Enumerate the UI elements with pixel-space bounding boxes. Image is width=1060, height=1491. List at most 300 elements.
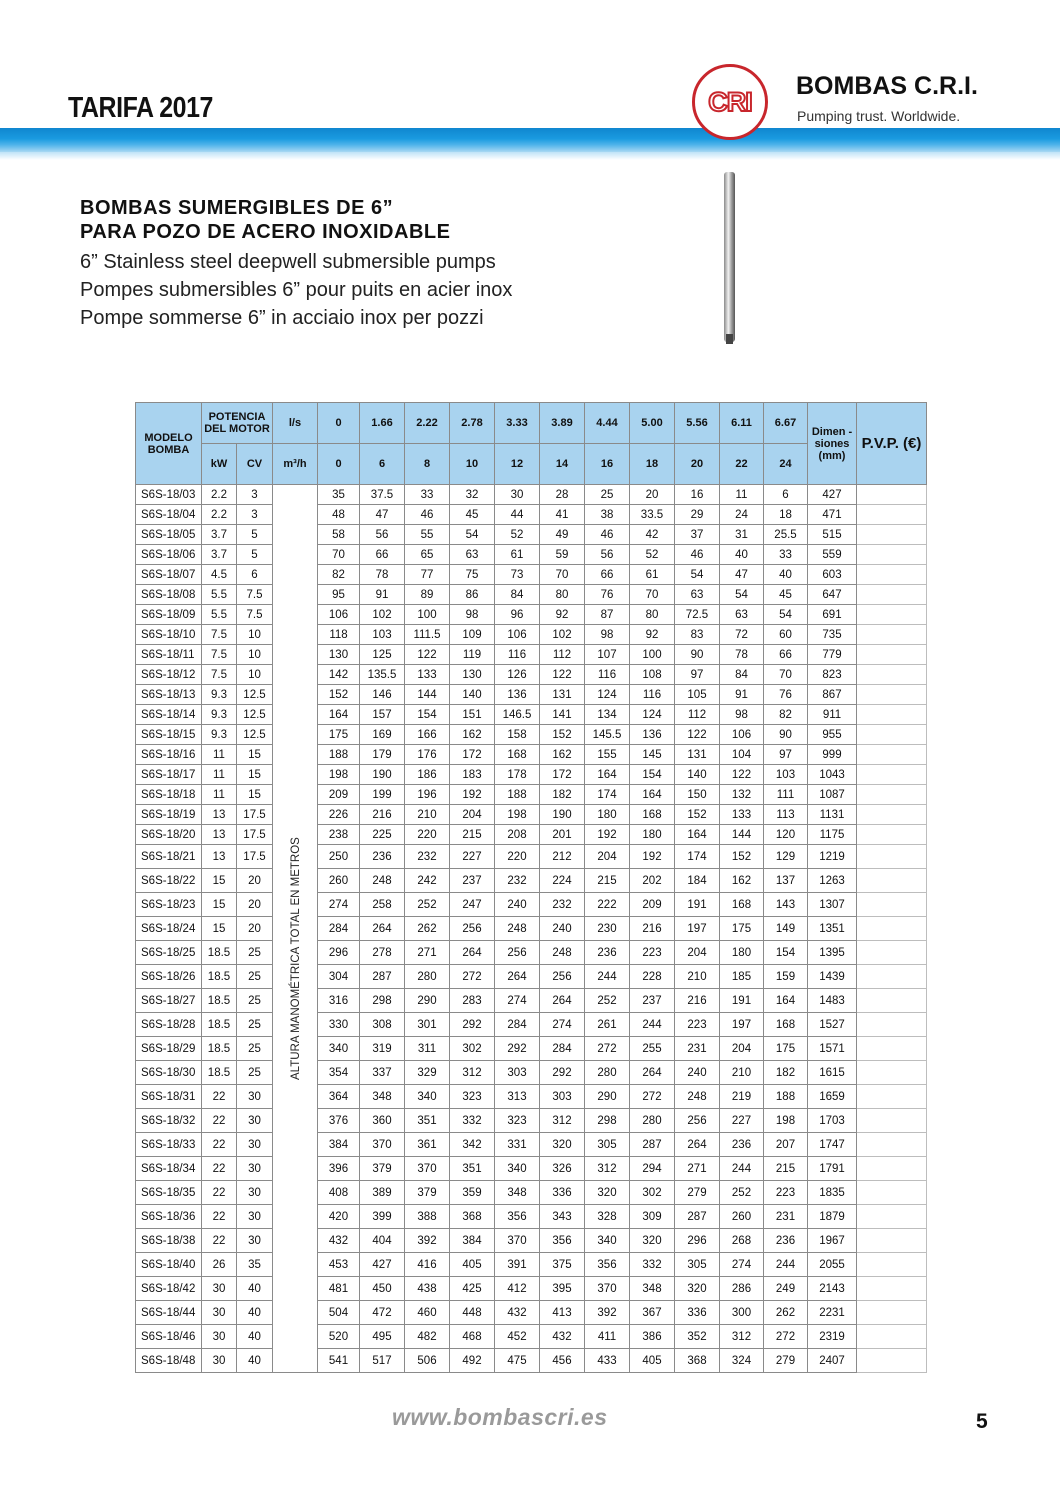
cell-head: 174 bbox=[675, 845, 720, 869]
cell-head: 304 bbox=[318, 965, 360, 989]
cell-price[interactable] bbox=[857, 485, 927, 505]
flow-ls-8: 5.56 bbox=[675, 403, 720, 444]
cell-head: 188 bbox=[764, 1085, 808, 1109]
cell-model: S6S-18/13 bbox=[136, 685, 202, 705]
cell-kw: 18.5 bbox=[202, 1013, 237, 1037]
cell-model: S6S-18/04 bbox=[136, 505, 202, 525]
cell-dimension: 1703 bbox=[808, 1109, 857, 1133]
cell-price[interactable] bbox=[857, 1205, 927, 1229]
cell-head: 106 bbox=[720, 725, 764, 745]
cell-cv: 10 bbox=[237, 665, 273, 685]
cell-price[interactable] bbox=[857, 893, 927, 917]
cell-head: 158 bbox=[495, 725, 540, 745]
cell-head: 342 bbox=[450, 1133, 495, 1157]
cell-price[interactable] bbox=[857, 1109, 927, 1133]
cell-cv: 25 bbox=[237, 989, 273, 1013]
cell-dimension: 2231 bbox=[808, 1301, 857, 1325]
cell-price[interactable] bbox=[857, 705, 927, 725]
cell-head: 54 bbox=[720, 585, 764, 605]
cell-model: S6S-18/36 bbox=[136, 1205, 202, 1229]
cell-kw: 30 bbox=[202, 1301, 237, 1325]
cell-head: 180 bbox=[585, 805, 630, 825]
cell-head: 323 bbox=[495, 1109, 540, 1133]
cell-kw: 30 bbox=[202, 1277, 237, 1301]
cell-dimension: 1395 bbox=[808, 941, 857, 965]
cell-price[interactable] bbox=[857, 1277, 927, 1301]
cell-head: 184 bbox=[675, 869, 720, 893]
cell-head: 25.5 bbox=[764, 525, 808, 545]
cell-head: 162 bbox=[450, 725, 495, 745]
cell-head: 220 bbox=[405, 825, 450, 845]
cell-head: 95 bbox=[318, 585, 360, 605]
cell-head: 42 bbox=[630, 525, 675, 545]
cell-head: 332 bbox=[630, 1253, 675, 1277]
cell-head: 379 bbox=[360, 1157, 405, 1181]
website-url[interactable]: www.bombascri.es bbox=[392, 1404, 608, 1430]
cell-head: 368 bbox=[675, 1349, 720, 1373]
cell-price[interactable] bbox=[857, 989, 927, 1013]
cell-head: 292 bbox=[540, 1061, 585, 1085]
flow-ls-1: 1.66 bbox=[360, 403, 405, 444]
flow-m3h-1: 6 bbox=[360, 444, 405, 485]
cell-head: 405 bbox=[630, 1349, 675, 1373]
cell-head: 302 bbox=[630, 1181, 675, 1205]
cell-head: 343 bbox=[540, 1205, 585, 1229]
cell-head: 175 bbox=[720, 917, 764, 941]
cell-model: S6S-18/22 bbox=[136, 869, 202, 893]
cell-kw: 2.2 bbox=[202, 485, 237, 505]
cell-head: 204 bbox=[720, 1037, 764, 1061]
cell-head: 157 bbox=[360, 705, 405, 725]
cell-head: 96 bbox=[495, 605, 540, 625]
cell-head: 63 bbox=[720, 605, 764, 625]
cell-head: 87 bbox=[585, 605, 630, 625]
cell-head: 223 bbox=[764, 1181, 808, 1205]
cell-model: S6S-18/25 bbox=[136, 941, 202, 965]
cell-price[interactable] bbox=[857, 917, 927, 941]
cell-head: 113 bbox=[764, 805, 808, 825]
cell-kw: 22 bbox=[202, 1181, 237, 1205]
cell-head: 164 bbox=[764, 989, 808, 1013]
cell-head: 223 bbox=[675, 1013, 720, 1037]
tarifa-title: TARIFA 2017 bbox=[68, 92, 213, 124]
cell-cv: 15 bbox=[237, 765, 273, 785]
cell-head: 261 bbox=[585, 1013, 630, 1037]
cell-head: 52 bbox=[630, 545, 675, 565]
cell-head: 412 bbox=[495, 1277, 540, 1301]
cell-price[interactable] bbox=[857, 1061, 927, 1085]
cell-head: 46 bbox=[675, 545, 720, 565]
cell-dimension: 735 bbox=[808, 625, 857, 645]
flow-m3h-9: 22 bbox=[720, 444, 764, 485]
cell-dimension: 2407 bbox=[808, 1349, 857, 1373]
cell-head: 413 bbox=[540, 1301, 585, 1325]
cell-head: 224 bbox=[540, 869, 585, 893]
flow-ls-9: 6.11 bbox=[720, 403, 764, 444]
cell-price[interactable] bbox=[857, 565, 927, 585]
cell-head: 169 bbox=[360, 725, 405, 745]
cell-cv: 10 bbox=[237, 645, 273, 665]
cell-dimension: 1307 bbox=[808, 893, 857, 917]
cell-price[interactable] bbox=[857, 525, 927, 545]
table-row bbox=[136, 1205, 927, 1229]
cell-price[interactable] bbox=[857, 725, 927, 745]
table-row bbox=[136, 1229, 927, 1253]
cell-price[interactable] bbox=[857, 1085, 927, 1109]
table-row bbox=[136, 1253, 927, 1277]
cell-price[interactable] bbox=[857, 825, 927, 845]
col-header-dimensiones: Dimen -siones (mm) bbox=[808, 403, 857, 485]
cell-head: 105 bbox=[675, 685, 720, 705]
cell-head: 252 bbox=[405, 893, 450, 917]
cell-head: 340 bbox=[495, 1157, 540, 1181]
cell-head: 237 bbox=[630, 989, 675, 1013]
cell-head: 279 bbox=[764, 1349, 808, 1373]
table-row bbox=[136, 825, 927, 845]
cell-dimension: 1835 bbox=[808, 1181, 857, 1205]
table-row bbox=[136, 1349, 927, 1373]
heading-line1: BOMBAS SUMERGIBLES DE 6” bbox=[80, 197, 394, 219]
cell-head: 210 bbox=[720, 1061, 764, 1085]
cell-price[interactable] bbox=[857, 941, 927, 965]
cell-head: 140 bbox=[450, 685, 495, 705]
cell-head: 146 bbox=[360, 685, 405, 705]
cell-head: 238 bbox=[318, 825, 360, 845]
cell-kw: 15 bbox=[202, 869, 237, 893]
cell-head: 204 bbox=[675, 941, 720, 965]
cell-dimension: 911 bbox=[808, 705, 857, 725]
cell-head: 541 bbox=[318, 1349, 360, 1373]
subtitle-translations bbox=[80, 248, 512, 332]
cell-price[interactable] bbox=[857, 545, 927, 565]
cell-head: 154 bbox=[630, 765, 675, 785]
cell-kw: 22 bbox=[202, 1085, 237, 1109]
flow-m3h-2: 8 bbox=[405, 444, 450, 485]
cell-head: 472 bbox=[360, 1301, 405, 1325]
cell-head: 47 bbox=[360, 505, 405, 525]
cell-head: 351 bbox=[450, 1157, 495, 1181]
cell-head: 290 bbox=[405, 989, 450, 1013]
cell-head: 354 bbox=[318, 1061, 360, 1085]
cell-head: 232 bbox=[495, 869, 540, 893]
cell-head: 329 bbox=[405, 1061, 450, 1085]
cell-head: 432 bbox=[495, 1301, 540, 1325]
cell-head: 367 bbox=[630, 1301, 675, 1325]
cell-model: S6S-18/29 bbox=[136, 1037, 202, 1061]
cell-head: 359 bbox=[450, 1181, 495, 1205]
cell-cv: 7.5 bbox=[237, 585, 273, 605]
table-row bbox=[136, 965, 927, 989]
cell-head: 76 bbox=[585, 585, 630, 605]
cell-cv: 25 bbox=[237, 965, 273, 989]
cell-price[interactable] bbox=[857, 785, 927, 805]
cell-head: 336 bbox=[540, 1181, 585, 1205]
flow-ls-0: 0 bbox=[318, 403, 360, 444]
cell-cv: 30 bbox=[237, 1109, 273, 1133]
cell-price[interactable] bbox=[857, 1181, 927, 1205]
cell-price[interactable] bbox=[857, 1301, 927, 1325]
cell-head: 453 bbox=[318, 1253, 360, 1277]
cell-head: 125 bbox=[360, 645, 405, 665]
cell-head: 328 bbox=[585, 1205, 630, 1229]
cell-price[interactable] bbox=[857, 1157, 927, 1181]
page-number: 5 bbox=[976, 1410, 988, 1433]
cell-price[interactable] bbox=[857, 745, 927, 765]
cell-kw: 13 bbox=[202, 845, 237, 869]
table-row bbox=[136, 785, 927, 805]
cell-price[interactable] bbox=[857, 1013, 927, 1037]
cell-cv: 12.5 bbox=[237, 725, 273, 745]
cell-head: 323 bbox=[450, 1085, 495, 1109]
cell-head: 179 bbox=[360, 745, 405, 765]
cell-head: 272 bbox=[585, 1037, 630, 1061]
cell-head: 475 bbox=[495, 1349, 540, 1373]
cell-head: 98 bbox=[720, 705, 764, 725]
cell-model: S6S-18/24 bbox=[136, 917, 202, 941]
cell-price[interactable] bbox=[857, 869, 927, 893]
cell-model: S6S-18/28 bbox=[136, 1013, 202, 1037]
cell-head: 258 bbox=[360, 893, 405, 917]
cell-head: 280 bbox=[585, 1061, 630, 1085]
cell-head: 520 bbox=[318, 1325, 360, 1349]
cell-head: 80 bbox=[630, 605, 675, 625]
cell-head: 264 bbox=[540, 989, 585, 1013]
cell-head: 66 bbox=[585, 565, 630, 585]
cell-head: 90 bbox=[675, 645, 720, 665]
cell-head: 164 bbox=[318, 705, 360, 725]
cell-model: S6S-18/34 bbox=[136, 1157, 202, 1181]
cell-head: 143 bbox=[764, 893, 808, 917]
cell-head: 256 bbox=[540, 965, 585, 989]
table-row bbox=[136, 765, 927, 785]
cell-price[interactable] bbox=[857, 1349, 927, 1373]
cell-cv: 40 bbox=[237, 1301, 273, 1325]
cell-head: 124 bbox=[585, 685, 630, 705]
cell-kw: 9.3 bbox=[202, 685, 237, 705]
cell-head: 35 bbox=[318, 485, 360, 505]
cell-head: 388 bbox=[405, 1205, 450, 1229]
cell-head: 20 bbox=[630, 485, 675, 505]
table-row bbox=[136, 645, 927, 665]
table-row bbox=[136, 525, 927, 545]
cell-head: 196 bbox=[405, 785, 450, 805]
cell-kw: 15 bbox=[202, 893, 237, 917]
cell-price[interactable] bbox=[857, 645, 927, 665]
cell-head: 130 bbox=[450, 665, 495, 685]
cell-head: 28 bbox=[540, 485, 585, 505]
table-row bbox=[136, 845, 927, 869]
cell-head: 45 bbox=[450, 505, 495, 525]
cell-head: 379 bbox=[405, 1181, 450, 1205]
cell-model: S6S-18/40 bbox=[136, 1253, 202, 1277]
cell-head: 172 bbox=[450, 745, 495, 765]
cell-head: 190 bbox=[540, 805, 585, 825]
cell-head: 100 bbox=[405, 605, 450, 625]
cell-dimension: 1483 bbox=[808, 989, 857, 1013]
table-row bbox=[136, 1157, 927, 1181]
cell-head: 311 bbox=[405, 1037, 450, 1061]
cell-head: 37 bbox=[675, 525, 720, 545]
cell-head: 40 bbox=[764, 565, 808, 585]
cell-price[interactable] bbox=[857, 685, 927, 705]
cell-model: S6S-18/07 bbox=[136, 565, 202, 585]
cell-price[interactable] bbox=[857, 805, 927, 825]
cell-price[interactable] bbox=[857, 1253, 927, 1277]
cell-head: 152 bbox=[675, 805, 720, 825]
cell-head: 106 bbox=[318, 605, 360, 625]
cell-kw: 18.5 bbox=[202, 965, 237, 989]
table-row bbox=[136, 1301, 927, 1325]
cell-price[interactable] bbox=[857, 605, 927, 625]
table-row bbox=[136, 989, 927, 1013]
cell-head: 188 bbox=[318, 745, 360, 765]
cell-dimension: 867 bbox=[808, 685, 857, 705]
cell-head: 433 bbox=[585, 1349, 630, 1373]
cell-dimension: 1131 bbox=[808, 805, 857, 825]
cell-head: 222 bbox=[585, 893, 630, 917]
table-row bbox=[136, 917, 927, 941]
cell-kw: 22 bbox=[202, 1229, 237, 1253]
cell-head: 38 bbox=[585, 505, 630, 525]
cell-head: 227 bbox=[450, 845, 495, 869]
flow-m3h-7: 18 bbox=[630, 444, 675, 485]
flow-ls-4: 3.33 bbox=[495, 403, 540, 444]
cell-head: 98 bbox=[585, 625, 630, 645]
cell-head: 70 bbox=[764, 665, 808, 685]
cell-head: 61 bbox=[495, 545, 540, 565]
brand-tagline: Pumping trust. Worldwide. bbox=[797, 108, 961, 124]
cell-kw: 9.3 bbox=[202, 725, 237, 745]
cell-head: 144 bbox=[720, 825, 764, 845]
cell-head: 427 bbox=[360, 1253, 405, 1277]
cell-price[interactable] bbox=[857, 665, 927, 685]
table-row bbox=[136, 1181, 927, 1205]
cell-price[interactable] bbox=[857, 585, 927, 605]
cell-price[interactable] bbox=[857, 845, 927, 869]
cell-head: 112 bbox=[540, 645, 585, 665]
cell-price[interactable] bbox=[857, 1037, 927, 1061]
cell-head: 98 bbox=[450, 605, 495, 625]
cell-model: S6S-18/11 bbox=[136, 645, 202, 665]
cell-head: 364 bbox=[318, 1085, 360, 1109]
cell-model: S6S-18/33 bbox=[136, 1133, 202, 1157]
cell-kw: 18.5 bbox=[202, 989, 237, 1013]
cell-cv: 30 bbox=[237, 1085, 273, 1109]
flow-m3h-8: 20 bbox=[675, 444, 720, 485]
cell-price[interactable] bbox=[857, 625, 927, 645]
cell-kw: 4.5 bbox=[202, 565, 237, 585]
cell-price[interactable] bbox=[857, 505, 927, 525]
cell-head: 370 bbox=[495, 1229, 540, 1253]
cell-cv: 40 bbox=[237, 1349, 273, 1373]
cell-head: 78 bbox=[360, 565, 405, 585]
cell-head: 192 bbox=[630, 845, 675, 869]
cell-head: 63 bbox=[675, 585, 720, 605]
cell-head: 272 bbox=[450, 965, 495, 989]
cell-price[interactable] bbox=[857, 965, 927, 989]
col-header-potencia: POTENCIA DEL MOTOR bbox=[202, 403, 273, 444]
cell-head: 395 bbox=[540, 1277, 585, 1301]
cell-head: 386 bbox=[630, 1325, 675, 1349]
cell-dimension: 1615 bbox=[808, 1061, 857, 1085]
cell-head: 256 bbox=[495, 941, 540, 965]
cell-head: 264 bbox=[495, 965, 540, 989]
cell-kw: 3.7 bbox=[202, 545, 237, 565]
cell-head: 103 bbox=[360, 625, 405, 645]
cell-head: 92 bbox=[540, 605, 585, 625]
cell-head: 172 bbox=[540, 765, 585, 785]
cell-head: 56 bbox=[585, 545, 630, 565]
cell-head: 298 bbox=[360, 989, 405, 1013]
table-row bbox=[136, 605, 927, 625]
cell-head: 137 bbox=[764, 869, 808, 893]
cell-price[interactable] bbox=[857, 1325, 927, 1349]
cell-head: 104 bbox=[720, 745, 764, 765]
cell-head: 120 bbox=[764, 825, 808, 845]
cell-head: 312 bbox=[540, 1109, 585, 1133]
table-row bbox=[136, 565, 927, 585]
cell-cv: 30 bbox=[237, 1157, 273, 1181]
cell-head: 207 bbox=[764, 1133, 808, 1157]
cell-head: 100 bbox=[630, 645, 675, 665]
label-bomba: BOMBA bbox=[147, 443, 190, 456]
cell-head: 70 bbox=[318, 545, 360, 565]
table-row bbox=[136, 941, 927, 965]
cell-head: 126 bbox=[495, 665, 540, 685]
cell-head: 109 bbox=[450, 625, 495, 645]
cell-head: 337 bbox=[360, 1061, 405, 1085]
cell-head: 305 bbox=[675, 1253, 720, 1277]
cell-head: 102 bbox=[540, 625, 585, 645]
cell-head: 119 bbox=[450, 645, 495, 665]
cell-head: 168 bbox=[764, 1013, 808, 1037]
cell-cv: 30 bbox=[237, 1205, 273, 1229]
cell-model: S6S-18/08 bbox=[136, 585, 202, 605]
cell-head: 244 bbox=[764, 1253, 808, 1277]
cell-head: 236 bbox=[585, 941, 630, 965]
cell-model: S6S-18/26 bbox=[136, 965, 202, 989]
cell-model: S6S-18/17 bbox=[136, 765, 202, 785]
cell-model: S6S-18/14 bbox=[136, 705, 202, 725]
cell-head: 140 bbox=[675, 765, 720, 785]
cell-head: 286 bbox=[720, 1277, 764, 1301]
cell-price[interactable] bbox=[857, 1133, 927, 1157]
cell-head: 468 bbox=[450, 1325, 495, 1349]
cell-head: 82 bbox=[318, 565, 360, 585]
cell-head: 152 bbox=[720, 845, 764, 869]
cell-head: 260 bbox=[318, 869, 360, 893]
cell-head: 298 bbox=[585, 1109, 630, 1133]
cell-price[interactable] bbox=[857, 765, 927, 785]
cell-head: 66 bbox=[360, 545, 405, 565]
cell-price[interactable] bbox=[857, 1229, 927, 1253]
cell-head: 191 bbox=[720, 989, 764, 1013]
cell-cv: 3 bbox=[237, 485, 273, 505]
cell-head: 63 bbox=[450, 545, 495, 565]
cell-head: 212 bbox=[540, 845, 585, 869]
label-modelo: MODELO bbox=[144, 431, 193, 444]
cell-kw: 9.3 bbox=[202, 705, 237, 725]
flow-m3h-0: 0 bbox=[318, 444, 360, 485]
table-row bbox=[136, 485, 927, 505]
cell-head: 168 bbox=[720, 893, 764, 917]
cell-head: 55 bbox=[405, 525, 450, 545]
cell-head: 52 bbox=[495, 525, 540, 545]
table-row bbox=[136, 1277, 927, 1301]
cell-head: 24 bbox=[720, 505, 764, 525]
cell-head: 154 bbox=[405, 705, 450, 725]
cell-head: 111.5 bbox=[405, 625, 450, 645]
